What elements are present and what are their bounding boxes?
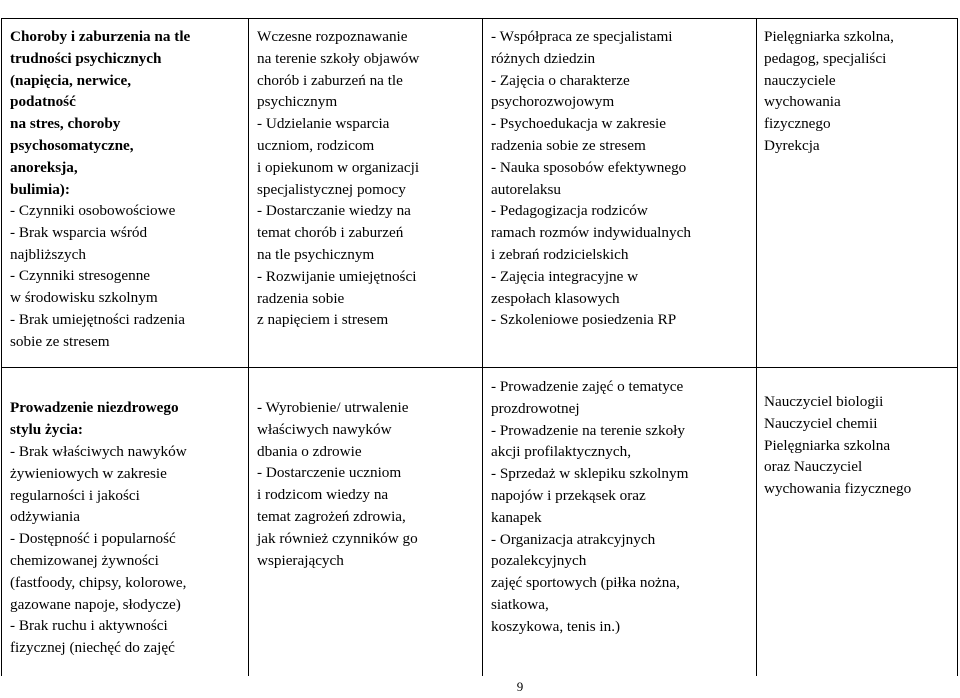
row1-factors: - Czynniki osobowościowe - Brak wsparcia wśród najbliższych - Czynniki stresogenne w środowisku szkolnym - Brak umiejętności radzenia sobie ze stresem <box>10 202 186 350</box>
row2-tasks: - Wyrobienie/ utrwalenie właściwych nawyków dbania o zdrowie - Dostarczenie uczniom i rodzicom wiedzy na temat zagrożeń zdrowia, jak również czynników go wspierających <box>257 399 418 569</box>
table-border-col2 <box>482 18 483 676</box>
row1-tasks: Wczesne rozpoznawanie na terenie szkoły objawów chorób i zaburzeń na tle psychicznym - Udzielanie wsparcia uczniom, rodzicom i opiekunom w organizacji specjalistycznej pomocy - Dostarczanie wiedzy na temat chorób i zaburzeń na tle psychicznym - Rozwijanie umiejętności radzenia sobie z napięciem i stresem <box>257 28 420 329</box>
table-border-right <box>957 18 958 676</box>
table-border-col3 <box>756 18 757 676</box>
row2-heading: Prowadzenie niezdrowego stylu życia: <box>10 399 179 438</box>
table-border-col1 <box>248 18 249 676</box>
row1-heading: Choroby i zaburzenia na tle trudności psychicznych (napięcia, nerwice, podatność na stres, choroby psychosomatyczne, anoreksja, bulimia): <box>10 28 191 198</box>
row1-methods: - Współpraca ze specjalistami różnych dziedzin - Zajęcia o charakterze psychorozwojowym - Psychoedukacja w zakresie radzenia sobie ze stresem - Nauka sposobów efektywnego autorelaksu - Pedagogizacja rodziców ramach rozmów indywidualnych i zebrań rodzicielskich - Zajęcia integracyjne w zespołach klasowych - Szkoleniowe posiedzenia RP <box>491 28 691 329</box>
table-border-left <box>1 18 2 676</box>
table-border-row-divider <box>1 367 958 368</box>
row2-factors: - Brak właściwych nawyków żywieniowych w zakresie regularności i jakości odżywiania - Dostępność i popularność chemizowanej żywności (fastfoody, chipsy, kolorowe, gazowane napoje, słodycze) - Brak ruchu i aktywności fizycznej (niechęć do zajęć <box>10 443 187 657</box>
row2-responsible: Nauczyciel biologii Nauczyciel chemii Pielęgniarka szkolna oraz Nauczyciel wychowania fizycznego <box>764 393 912 498</box>
row2-methods: - Prowadzenie zajęć o tematyce prozdrowotnej - Prowadzenie na terenie szkoły akcji profilaktycznych, - Sprzedaż w sklepiku szkolnym napojów i przekąsek oraz kanapek - Organizacja atrakcyjnych pozalekcyjnych zajęć sportowych (piłka nożna, siatkowa, koszykowa, tenis in.) <box>491 378 689 635</box>
table-border-top <box>1 18 958 19</box>
row1-responsible: Pielęgniarka szkolna, pedagog, specjaliści nauczyciele wychowania fizycznego Dyrekcja <box>764 28 894 154</box>
page-number: 9 <box>516 679 524 694</box>
